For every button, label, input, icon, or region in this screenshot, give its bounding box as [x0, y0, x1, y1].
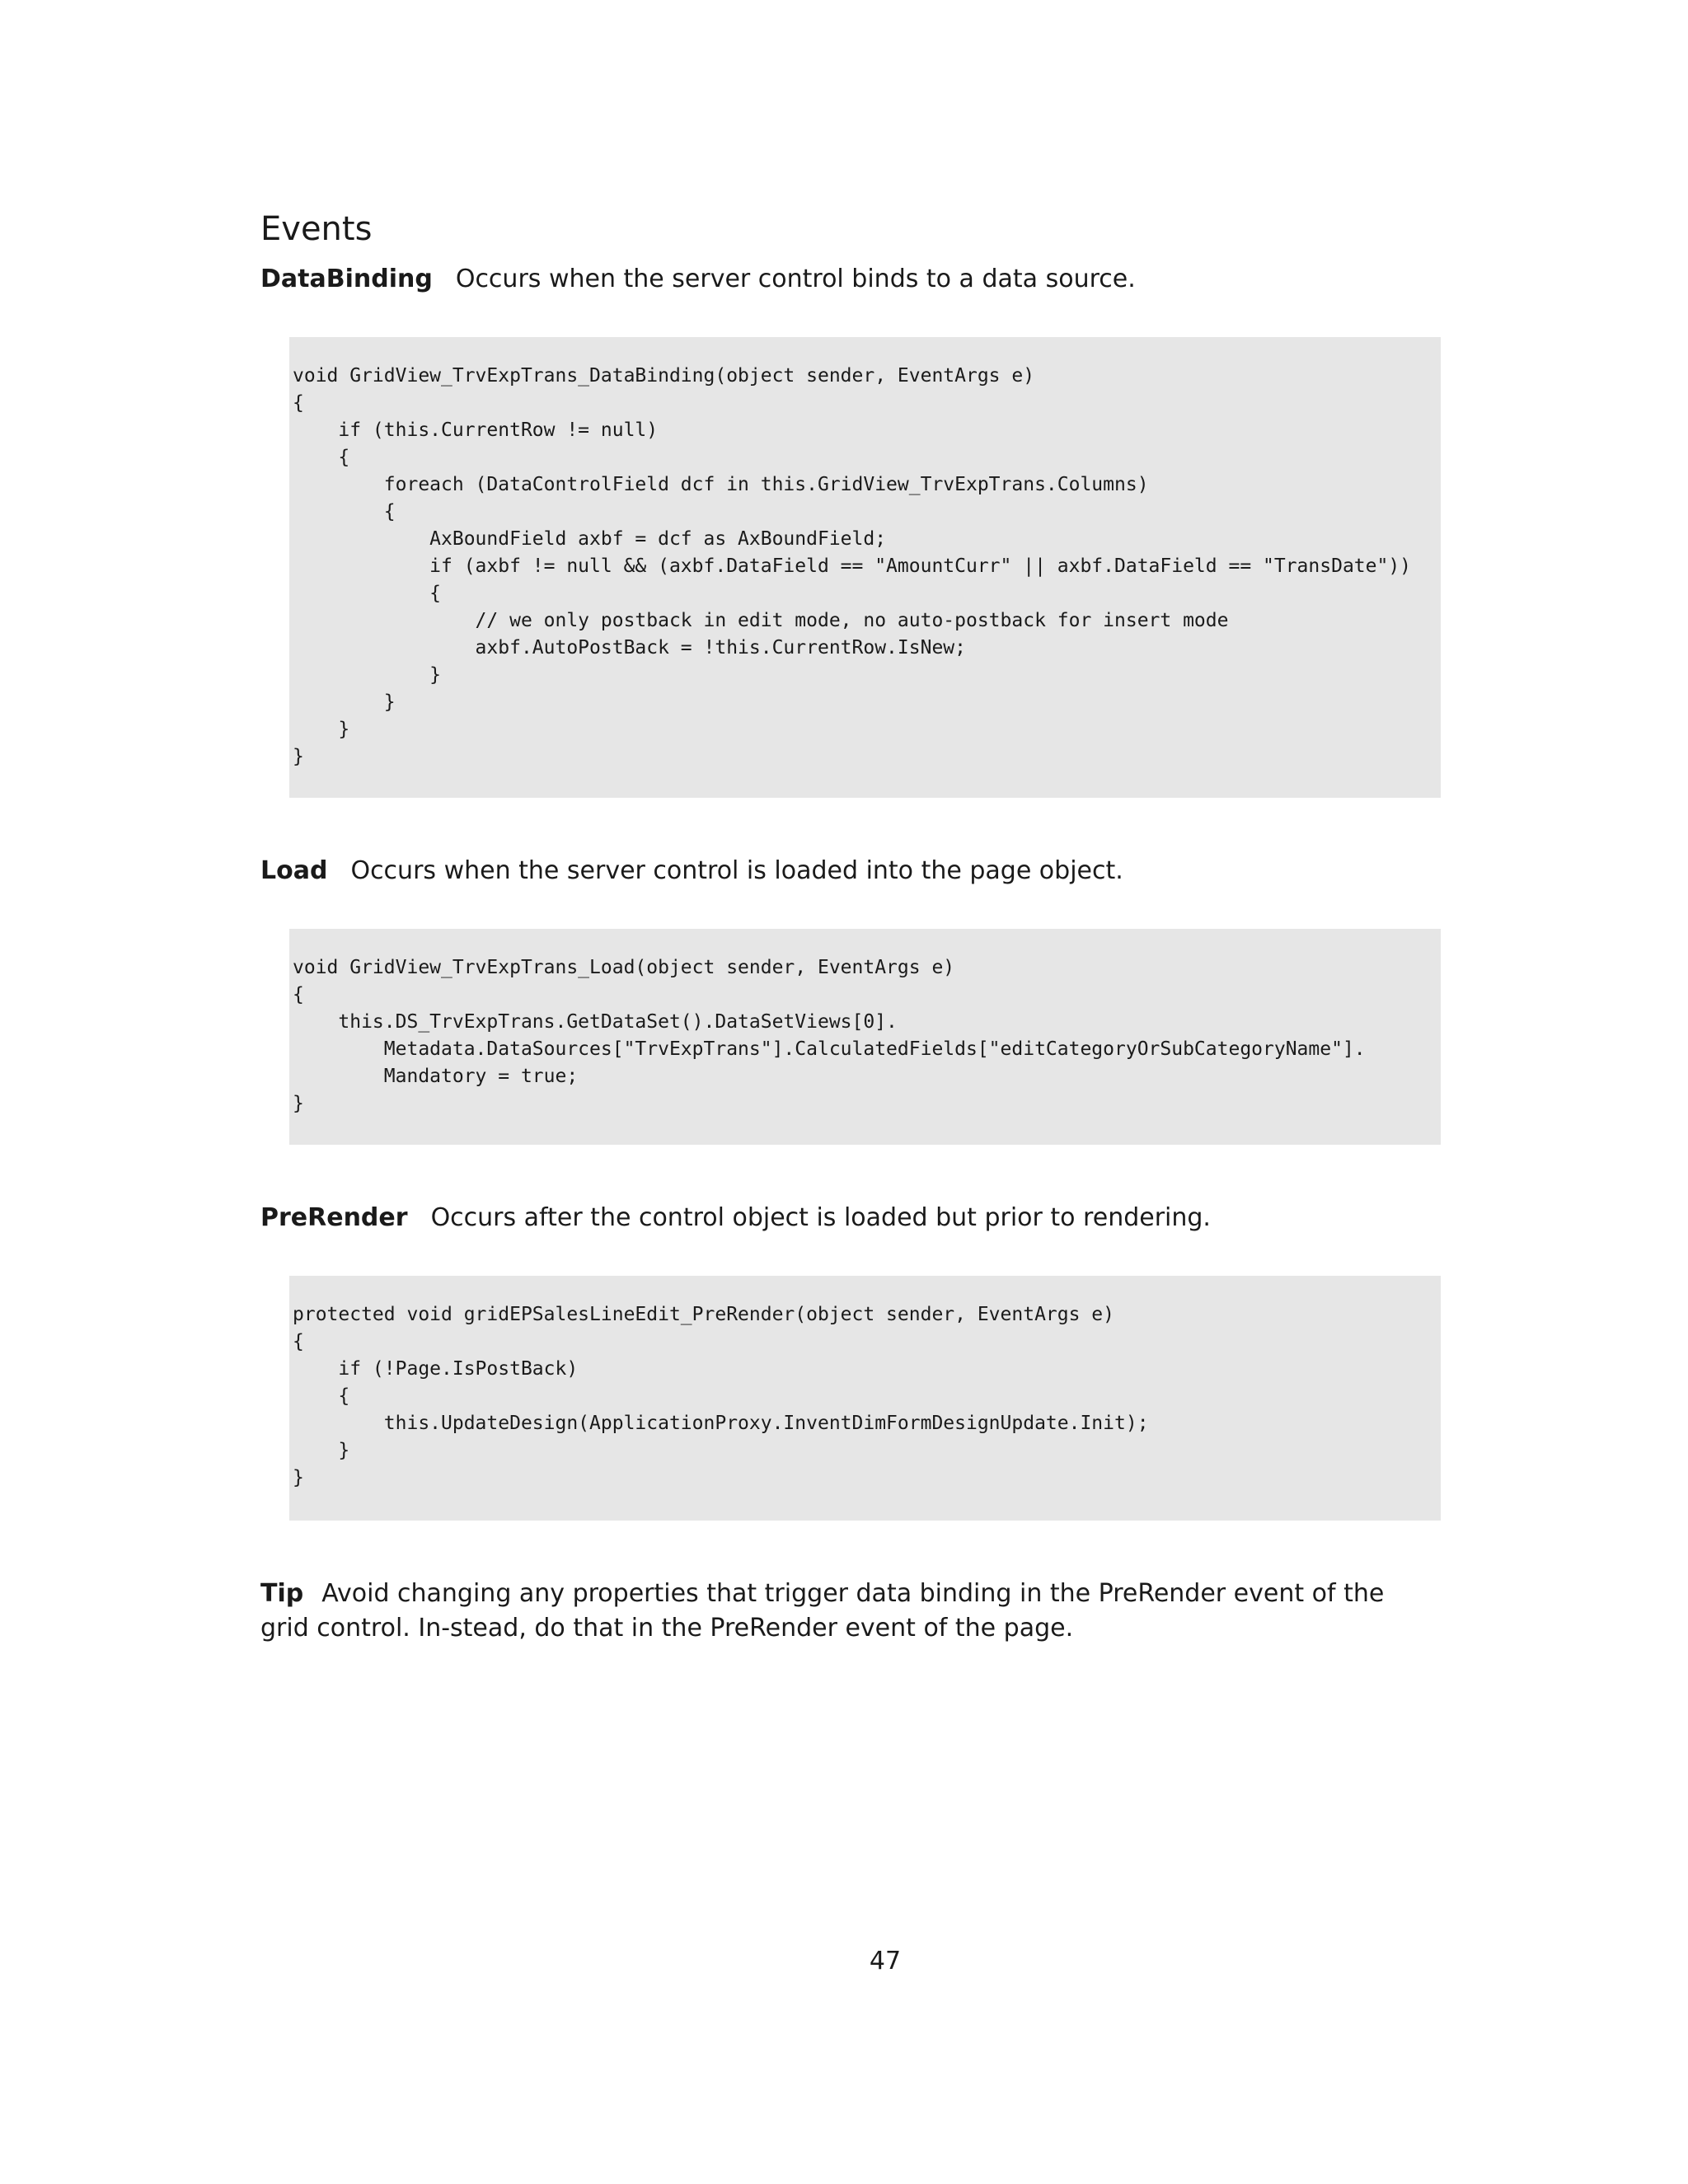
code-text-prerender: protected void gridEPSalesLineEdit_PreRender(object sender, EventArgs e) { if (!Page.IsPostBack) { this.UpdateDesign(ApplicationProxy.InventDimFormDesignUpdate.Init); } }	[293, 1304, 1149, 1488]
code-block-prerender	[289, 1276, 1441, 1521]
code-text-databinding: void GridView_TrvExpTrans_DataBinding(object sender, EventArgs e) { if (this.CurrentRow != null) { foreach (DataControlField dcf in this.GridView_TrvExpTrans.Columns) { AxBoundField axbf = dcf as AxBoundField; if (axbf != null && (axbf.DataField == "AmountCurr" || axbf.DataField == "TransDate")) { // we only postback in edit mode, no auto-postback for insert mode axbf.AutoPostBack = !this.CurrentRow.IsNew; } } } }	[293, 365, 1412, 767]
code-block-load	[289, 929, 1441, 1145]
event-description-prerender	[260, 1201, 1439, 1235]
event-description-load	[260, 854, 1439, 888]
tip-text: Avoid changing any properties that trigger data binding in the PreRender event of the grid control. In-stead, do that in the PreRender event of the page.	[260, 1579, 1385, 1643]
event-term-load: Load	[260, 856, 328, 885]
code-block-databinding	[289, 337, 1441, 798]
event-description-databinding	[260, 262, 1439, 297]
event-text-prerender: Occurs after the control object is loaded but prior to rendering.	[430, 1203, 1211, 1232]
section-heading: Events	[260, 210, 373, 248]
page-number: 47	[869, 1947, 902, 1975]
code-text-load: void GridView_TrvExpTrans_Load(object sender, EventArgs e) { this.DS_TrvExpTrans.GetDataSet().DataSetViews[0]. Metadata.DataSources["TrvExpTrans"].CalculatedFields["editCategoryOrSubCategoryName"]. Mandatory = true; }	[293, 957, 1366, 1114]
tip-term: Tip	[260, 1579, 304, 1608]
event-text-load: Occurs when the server control is loaded into the page object.	[350, 856, 1123, 885]
event-text-databinding: Occurs when the server control binds to a data source.	[455, 265, 1136, 293]
tip-paragraph	[260, 1577, 1439, 1646]
event-term-databinding: DataBinding	[260, 265, 433, 293]
event-term-prerender: PreRender	[260, 1203, 408, 1232]
